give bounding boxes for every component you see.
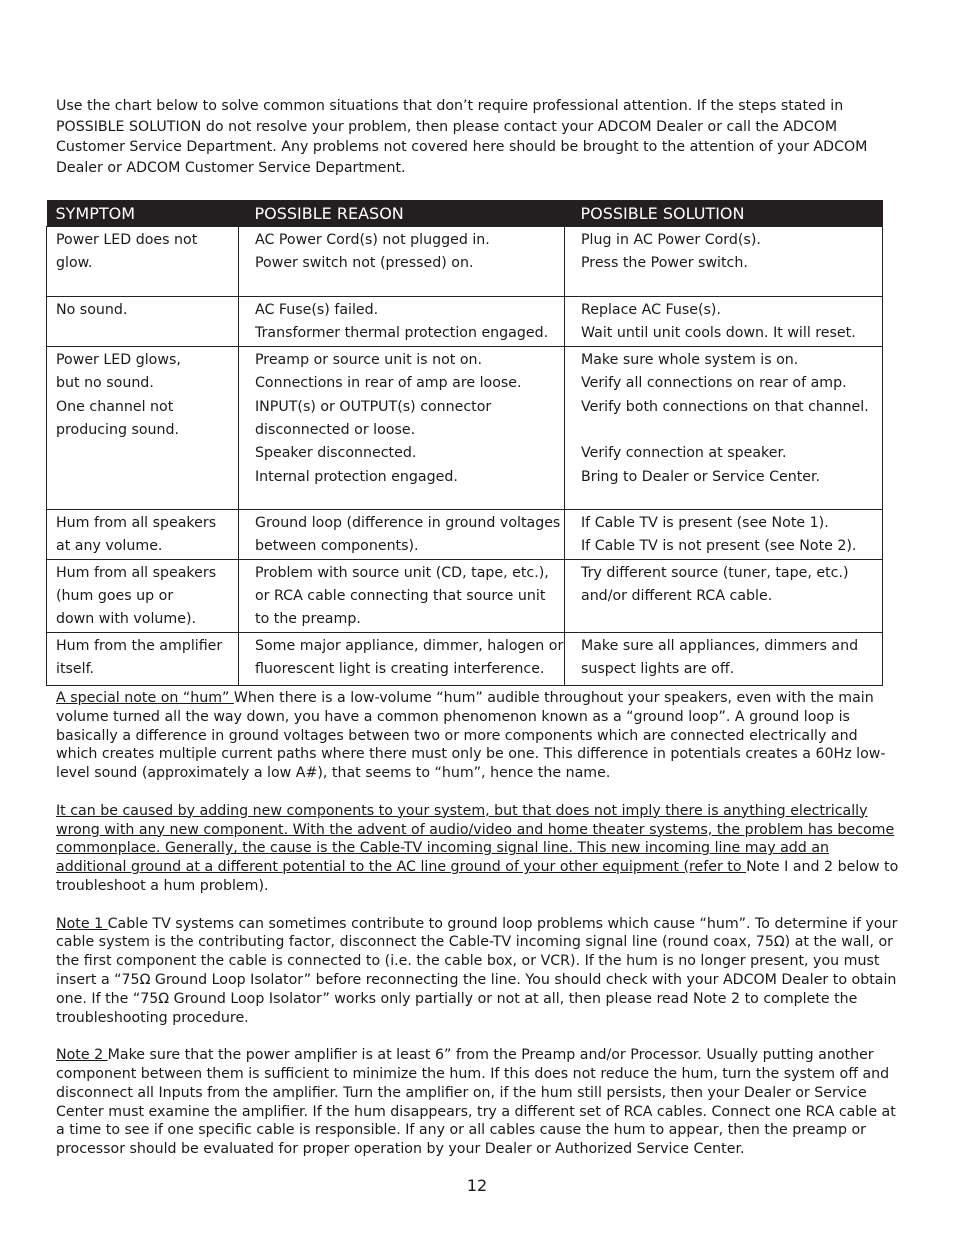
- reason-line: Internal protection engaged.: [255, 468, 458, 485]
- cause-note: [56, 802, 901, 896]
- solution-line: Wait until unit cools down. It will reset.: [581, 325, 856, 342]
- reason-line: to the preamp.: [255, 611, 361, 628]
- symptom-line: Power LED glows,: [56, 351, 181, 368]
- header-possible-reason: POSSIBLE REASON: [239, 200, 565, 227]
- reason-line: AC Power Cord(s) not plugged in.: [255, 232, 490, 248]
- table-row: [47, 509, 883, 559]
- solution-line: Make sure all appliances, dimmers and: [581, 637, 859, 654]
- table-row: [47, 346, 883, 509]
- symptom-line: Hum from all speakers: [56, 564, 217, 581]
- symptom-line: Hum from the amplifier: [56, 637, 223, 654]
- solution-line: Press the Power switch.: [581, 255, 748, 272]
- symptom-line: down with volume).: [56, 611, 197, 628]
- symptom-line: producing sound.: [56, 422, 180, 439]
- reason-line: Power switch not (pressed) on.: [255, 255, 474, 272]
- note-2: [56, 1046, 901, 1159]
- reason-line: Ground loop (difference in ground voltages: [255, 514, 561, 531]
- symptom-cell: [47, 632, 239, 685]
- solution-line: Make sure whole system is on.: [581, 351, 799, 368]
- notes-section: [56, 689, 901, 1178]
- solution-line: Bring to Dealer or Service Center.: [581, 468, 821, 485]
- cause-note-text: Note I and 2 below to troubleshoot a hum problem).: [56, 859, 899, 894]
- table-row: [47, 297, 883, 347]
- symptom-line: Power LED does not: [56, 232, 198, 248]
- note-2-text: Make sure that the power amplifier is at least 6” from the Preamp and/or Processor. Usually putting another component between them is sufficient to minimize the hum. If this does not reduce the hum, turn the system off and disconnect all Inputs from the amplifier. Turn the amplifier on, if the hum still persists, then your Dealer or Service Center must examine the amplifier. If the hum disappears, try a different set of RCA cables. Connect one RCA cable at a time to see if one specific cable is responsible. If any or all cables cause the hum to appear, then the preamp or processor should be evaluated for proper operation by your Dealer or Authorized Service Center.: [56, 1047, 896, 1158]
- reason-line: Speaker disconnected.: [255, 445, 417, 462]
- solution-line: [581, 419, 878, 442]
- intro-paragraph: Use the chart below to solve common situations that don’t require professional attention. If the steps stated in POSSIBLE SOLUTION do not resolve your problem, then please contact your ADCOM Dealer or call the ADCOM Customer Service Department. Any problems not covered here should be brought to the attention of your ADCOM Dealer or ADCOM Customer Service Department.: [56, 98, 868, 176]
- table-body: [47, 227, 883, 686]
- solution-line: Verify connection at speaker.: [581, 445, 787, 462]
- solution-line: Replace AC Fuse(s).: [581, 302, 721, 318]
- solution-cell: [565, 632, 883, 685]
- reason-cell: [239, 559, 565, 632]
- reason-cell: [239, 632, 565, 685]
- header-possible-solution: POSSIBLE SOLUTION: [565, 200, 883, 227]
- troubleshooting-table: [46, 200, 883, 686]
- note-1: [56, 915, 901, 1028]
- solution-line: Plug in AC Power Cord(s).: [581, 232, 761, 248]
- solution-line: Verify all connections on rear of amp.: [581, 375, 847, 392]
- cause-note-underlined: It can be caused by adding new components to your system, but that does not imply there is anything electrically wrong with any new component. With the advent of audio/video and home theater systems, the problem has become commonplace. Generally, the cause is the Cable-TV incoming signal line. This new incoming line may add an additional ground at a different potential to the AC line ground of your other equipment (refer to: [56, 802, 895, 876]
- solution-line: Verify both connections on that channel.: [581, 398, 869, 415]
- symptom-line: itself.: [56, 661, 95, 678]
- reason-line: disconnected or loose.: [255, 422, 416, 439]
- symptom-line: glow.: [56, 255, 93, 272]
- reason-cell: [239, 227, 565, 297]
- solution-cell: [565, 297, 883, 347]
- solution-cell: [565, 227, 883, 297]
- solution-line: and/or different RCA cable.: [581, 588, 773, 605]
- hum-note-text: When there is a low-volume “hum” audible throughout your speakers, even with the main volume turned all the way down, you have a common phenomenon known as a “ground loop”. A ground loop is basically a difference in ground voltages between two or more components which are connected electrically and which creates multiple current paths where there must only be one. This difference in potentials creates a 60Hz low-level sound (approximately a low A#), that seems to “hum”, hence the name.: [56, 690, 886, 782]
- symptom-cell: [47, 509, 239, 559]
- hum-note: [56, 689, 901, 783]
- reason-line: Problem with source unit (CD, tape, etc.),: [255, 564, 549, 581]
- reason-line: fluorescent light is creating interference.: [255, 661, 545, 678]
- symptom-line: (hum goes up or: [56, 588, 174, 605]
- page-number: 12: [466, 1176, 488, 1195]
- solution-line: Try different source (tuner, tape, etc.): [581, 564, 849, 581]
- solution-line: suspect lights are off.: [581, 661, 735, 678]
- reason-line: Connections in rear of amp are loose.: [255, 375, 522, 392]
- reason-line: AC Fuse(s) failed.: [255, 302, 379, 318]
- table-row: [47, 632, 883, 685]
- reason-cell: [239, 509, 565, 559]
- reason-line: Some major appliance, dimmer, halogen or: [255, 637, 564, 654]
- note-1-label: Note 1: [56, 915, 108, 932]
- hum-note-label: A special note on “hum”: [56, 690, 234, 706]
- symptom-cell: [47, 346, 239, 509]
- solution-cell: [565, 559, 883, 632]
- header-symptom: SYMPTOM: [47, 200, 239, 227]
- table-row: [47, 227, 883, 297]
- symptom-cell: [47, 297, 239, 347]
- reason-line: Transformer thermal protection engaged.: [255, 325, 549, 342]
- solution-cell: [565, 346, 883, 509]
- reason-cell: [239, 346, 565, 509]
- table-row: [47, 559, 883, 632]
- symptom-line: but no sound.: [56, 375, 154, 392]
- symptom-line: at any volume.: [56, 538, 163, 555]
- table-header-row: [47, 200, 883, 227]
- note-1-text: Cable TV systems can sometimes contribute to ground loop problems which cause “hum”. To determine if your cable system is the contributing factor, disconnect the Cable-TV incoming signal line (round coax, 75Ω) at the wall, or the first component the cable is connected to (i.e. the cable box, or VCR). If the hum is no longer present, you must insert a “75Ω Ground Loop Isolator” before reconnecting the line. You should check with your ADCOM Dealer to obtain one. If the “75Ω Ground Loop Isolator” works only partially or not at all, then please read Note 2 to complete the troubleshooting procedure.: [56, 915, 898, 1026]
- reason-line: Preamp or source unit is not on.: [255, 351, 482, 368]
- reason-cell: [239, 297, 565, 347]
- solution-line: If Cable TV is not present (see Note 2).: [581, 538, 857, 555]
- symptom-line: One channel not: [56, 398, 174, 415]
- note-2-label: Note 2: [56, 1047, 108, 1064]
- symptom-line: Hum from all speakers: [56, 514, 217, 531]
- reason-line: or RCA cable connecting that source unit: [255, 588, 546, 605]
- solution-cell: [565, 509, 883, 559]
- symptom-cell: [47, 227, 239, 297]
- symptom-cell: [47, 559, 239, 632]
- reason-line: between components).: [255, 538, 419, 555]
- symptom-line: No sound.: [56, 302, 128, 318]
- solution-line: If Cable TV is present (see Note 1).: [581, 514, 829, 531]
- reason-line: INPUT(s) or OUTPUT(s) connector: [255, 398, 492, 415]
